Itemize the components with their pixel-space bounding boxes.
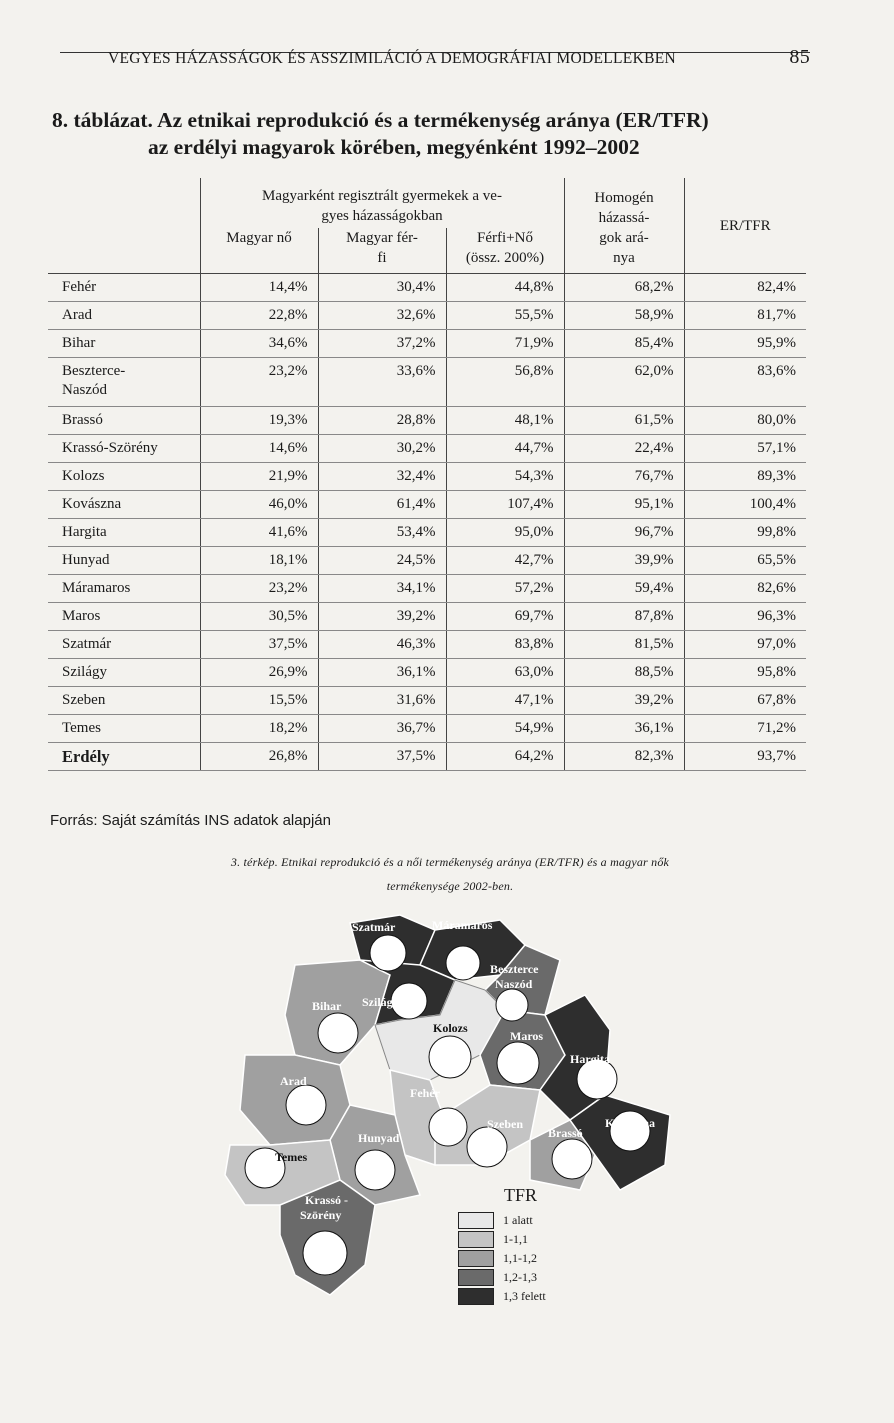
label-arad: Arad: [280, 1074, 307, 1088]
header-homogen-l4: nya: [613, 250, 635, 266]
cell-hom: 95,1%: [564, 491, 684, 519]
pie-maramaros: [446, 946, 480, 980]
cell-no: 21,9%: [200, 463, 318, 491]
group-header: [200, 178, 564, 228]
cell-er: 82,6%: [684, 575, 806, 603]
cell-ossz: 44,8%: [446, 274, 564, 302]
cell-ferfi: 61,4%: [318, 491, 446, 519]
cell-ossz: 54,3%: [446, 463, 564, 491]
label-krasso-2: Szörény: [300, 1208, 342, 1222]
cell-ferfi: 46,3%: [318, 631, 446, 659]
cell-hom: 87,8%: [564, 603, 684, 631]
header-homogen-l2: házassá-: [598, 210, 650, 226]
cell-ferfi: 30,2%: [318, 435, 446, 463]
county-name: [48, 302, 200, 330]
county-name-text: Maros: [62, 608, 101, 624]
header-magyar-no: Magyar nő: [200, 228, 318, 274]
header-homogen: [564, 178, 684, 274]
legend-label: 1,1-1,2: [503, 1251, 537, 1265]
label-bihar: Bihar: [312, 999, 342, 1013]
cell-ossz: 95,0%: [446, 519, 564, 547]
county-name: [48, 715, 200, 743]
header-empty-cell: [48, 178, 200, 274]
label-beszterce-1: Beszterce: [490, 962, 539, 976]
county-name: [48, 575, 200, 603]
legend-label: 1,3 felett: [503, 1289, 546, 1303]
label-kolozs: Kolozs: [433, 1021, 468, 1035]
legend-label: 1,2-1,3: [503, 1270, 537, 1284]
cell-ossz: 107,4%: [446, 491, 564, 519]
cell-hom: 85,4%: [564, 330, 684, 358]
pie-szeben: [467, 1127, 507, 1167]
county-name: [48, 435, 200, 463]
choropleth-map: [200, 905, 680, 1305]
table-row: [48, 407, 806, 435]
cell-ossz: 69,7%: [446, 603, 564, 631]
cell-no: 19,3%: [200, 407, 318, 435]
table-row: [48, 687, 806, 715]
legend-swatch: [458, 1288, 494, 1305]
county-name: [48, 631, 200, 659]
cell-er: 57,1%: [684, 435, 806, 463]
cell-no: 46,0%: [200, 491, 318, 519]
header-magyar-ferfi: [318, 228, 446, 274]
cell-no: 14,4%: [200, 274, 318, 302]
legend-label: 1 alatt: [503, 1213, 533, 1227]
cell-ossz: 64,2%: [446, 743, 564, 771]
cell-ferfi: 32,4%: [318, 463, 446, 491]
pie-hunyad: [355, 1150, 395, 1190]
cell-er: 95,8%: [684, 659, 806, 687]
cell-ossz: 42,7%: [446, 547, 564, 575]
table-row: [48, 547, 806, 575]
table-row: [48, 302, 806, 330]
table-row: [48, 274, 806, 302]
county-name-text: Arad: [62, 307, 92, 323]
cell-ossz: 63,0%: [446, 659, 564, 687]
cell-er: 71,2%: [684, 715, 806, 743]
running-title: VEGYES HÁZASSÁGOK ÉS ASSZIMILÁCIÓ A DEMOGRÁFIAI MODELLEKBEN: [108, 50, 676, 67]
cell-ossz: 47,1%: [446, 687, 564, 715]
cell-ossz: 57,2%: [446, 575, 564, 603]
county-name-text: Brassó: [62, 412, 103, 428]
table-header-row-1: [48, 178, 806, 228]
cell-er: 81,7%: [684, 302, 806, 330]
label-feher: Fehér: [410, 1086, 440, 1100]
county-name: [48, 603, 200, 631]
cell-no: 26,8%: [200, 743, 318, 771]
cell-hom: 39,2%: [564, 687, 684, 715]
county-name: [48, 358, 200, 407]
data-table: [48, 178, 806, 771]
county-name-text: Beszterce-: [62, 363, 126, 379]
county-name-text: Szilágy: [62, 664, 107, 680]
county-name-text: Fehér: [62, 279, 97, 295]
cell-ferfi: 53,4%: [318, 519, 446, 547]
label-brasso: Brassó: [548, 1126, 583, 1140]
cell-no: 23,2%: [200, 575, 318, 603]
table-row: [48, 743, 806, 771]
header-homogen-l1: Homogén: [594, 190, 654, 206]
label-beszterce-2: Naszód: [495, 977, 533, 991]
table-row: [48, 659, 806, 687]
county-name: [48, 463, 200, 491]
county-name: [48, 519, 200, 547]
page-number: 85: [789, 46, 810, 68]
county-name-text: Hunyad: [62, 552, 110, 568]
cell-no: 15,5%: [200, 687, 318, 715]
legend-label: 1-1,1: [503, 1232, 528, 1246]
table-row: [48, 463, 806, 491]
cell-ferfi: 33,6%: [318, 358, 446, 407]
cell-ossz: 56,8%: [446, 358, 564, 407]
header-ferfi-no-l1: Férfi+Nő: [477, 230, 533, 246]
county-name-text: Kovászna: [62, 496, 122, 512]
county-name: [48, 547, 200, 575]
label-szeben: Szeben: [487, 1117, 523, 1131]
cell-hom: 96,7%: [564, 519, 684, 547]
header-magyar-ferfi-l2: fi: [377, 250, 387, 266]
label-maros: Maros: [510, 1029, 544, 1043]
cell-er: 67,8%: [684, 687, 806, 715]
county-name-text: Szatmár: [62, 636, 112, 652]
legend-swatch: [458, 1212, 494, 1229]
cell-no: 18,2%: [200, 715, 318, 743]
cell-ferfi: 28,8%: [318, 407, 446, 435]
table-row: [48, 603, 806, 631]
cell-hom: 82,3%: [564, 743, 684, 771]
cell-hom: 22,4%: [564, 435, 684, 463]
table-caption: [52, 107, 832, 161]
table-caption-line1: 8. táblázat. Az etnikai reprodukció és a termékenység aránya (ER/TFR): [52, 108, 709, 132]
cell-ferfi: 32,6%: [318, 302, 446, 330]
pie-maros: [497, 1042, 539, 1084]
cell-no: 23,2%: [200, 358, 318, 407]
header-ferfi-no-l2: (össz. 200%): [465, 250, 545, 266]
cell-er: 100,4%: [684, 491, 806, 519]
cell-er: 82,4%: [684, 274, 806, 302]
pie-feher: [429, 1108, 467, 1146]
label-hargita: Hargita: [570, 1052, 610, 1066]
table-row: [48, 575, 806, 603]
pie-brasso: [552, 1139, 592, 1179]
group-header-line2: gyes házasságokban: [321, 208, 443, 224]
map-caption-line2: termékenysége 2002-ben.: [386, 879, 514, 893]
header-homogen-l3: gok ará-: [599, 230, 649, 246]
county-name: [48, 491, 200, 519]
cell-ossz: 55,5%: [446, 302, 564, 330]
legend-swatch: [458, 1250, 494, 1267]
cell-hom: 76,7%: [564, 463, 684, 491]
cell-no: 41,6%: [200, 519, 318, 547]
county-name-text: Máramaros: [62, 580, 131, 596]
cell-ferfi: 37,2%: [318, 330, 446, 358]
legend-swatch: [458, 1269, 494, 1286]
county-name-text: Szeben: [62, 692, 106, 708]
label-szatmar: Szatmár: [352, 920, 396, 934]
pie-bihar: [318, 1013, 358, 1053]
legend-swatch: [458, 1231, 494, 1248]
cell-hom: 62,0%: [564, 358, 684, 407]
table-body: [48, 274, 806, 771]
header-ertfr: ER/TFR: [684, 178, 806, 274]
cell-ferfi: 30,4%: [318, 274, 446, 302]
table-row: [48, 358, 806, 407]
cell-ossz: 54,9%: [446, 715, 564, 743]
group-header-line1: Magyarként regisztrált gyermekek a ve-: [262, 188, 502, 204]
county-name-text: Erdély: [62, 747, 110, 766]
table-caption-line2: az erdélyi magyarok körében, megyénként 1992–2002: [148, 135, 640, 159]
legend-title: TFR: [504, 1185, 538, 1205]
cell-er: 83,6%: [684, 358, 806, 407]
county-name-text: Hargita: [62, 524, 107, 540]
table-row: [48, 519, 806, 547]
label-kovaszna: Kovászna: [605, 1116, 656, 1130]
cell-no: 37,5%: [200, 631, 318, 659]
cell-er: 95,9%: [684, 330, 806, 358]
county-name: [48, 274, 200, 302]
cell-er: 93,7%: [684, 743, 806, 771]
pie-beszterce: [496, 989, 528, 1021]
county-name: [48, 659, 200, 687]
cell-ferfi: 31,6%: [318, 687, 446, 715]
cell-hom: 68,2%: [564, 274, 684, 302]
pie-krasso: [303, 1231, 347, 1275]
pie-szatmar: [370, 935, 406, 971]
cell-no: 34,6%: [200, 330, 318, 358]
cell-hom: 88,5%: [564, 659, 684, 687]
cell-hom: 58,9%: [564, 302, 684, 330]
county-name: [48, 407, 200, 435]
cell-hom: 36,1%: [564, 715, 684, 743]
map-caption-line1: 3. térkép. Etnikai reprodukció és a női termékenység aránya (ER/TFR) és a magyar nők: [230, 855, 670, 869]
county-name: [48, 330, 200, 358]
county-name: [48, 687, 200, 715]
cell-ferfi: 39,2%: [318, 603, 446, 631]
county-name-text: Temes: [62, 720, 101, 736]
header-ferfi-no: [446, 228, 564, 274]
table-row: [48, 715, 806, 743]
cell-hom: 39,9%: [564, 547, 684, 575]
cell-no: 14,6%: [200, 435, 318, 463]
map-caption: [150, 850, 750, 898]
pie-arad: [286, 1085, 326, 1125]
label-krasso-1: Krassó -: [305, 1193, 348, 1207]
cell-er: 96,3%: [684, 603, 806, 631]
county-name-text: Bihar: [62, 335, 96, 351]
cell-ossz: 83,8%: [446, 631, 564, 659]
cell-no: 26,9%: [200, 659, 318, 687]
pie-kolozs: [429, 1036, 471, 1078]
label-maramaros: Máramaros: [432, 918, 493, 932]
table-row: [48, 491, 806, 519]
cell-er: 65,5%: [684, 547, 806, 575]
cell-er: 80,0%: [684, 407, 806, 435]
label-szilagy: Szilágy: [362, 995, 399, 1009]
county-name-text-2: Naszód: [62, 382, 107, 398]
cell-no: 30,5%: [200, 603, 318, 631]
table-row: [48, 330, 806, 358]
cell-ferfi: 36,7%: [318, 715, 446, 743]
cell-er: 99,8%: [684, 519, 806, 547]
label-hunyad: Hunyad: [358, 1131, 400, 1145]
cell-hom: 61,5%: [564, 407, 684, 435]
county-name-text: Kolozs: [62, 468, 105, 484]
cell-ossz: 71,9%: [446, 330, 564, 358]
label-temes: Temes: [275, 1150, 308, 1164]
header-magyar-ferfi-l1: Magyar fér-: [346, 230, 418, 246]
county-name: [48, 743, 200, 771]
cell-hom: 81,5%: [564, 631, 684, 659]
cell-ferfi: 37,5%: [318, 743, 446, 771]
cell-hom: 59,4%: [564, 575, 684, 603]
table-row: [48, 631, 806, 659]
cell-no: 18,1%: [200, 547, 318, 575]
source-note: Forrás: Saját számítás INS adatok alapján: [50, 812, 331, 829]
running-header: [60, 46, 810, 68]
cell-ossz: 44,7%: [446, 435, 564, 463]
cell-er: 89,3%: [684, 463, 806, 491]
cell-ferfi: 34,1%: [318, 575, 446, 603]
cell-ferfi: 24,5%: [318, 547, 446, 575]
cell-ossz: 48,1%: [446, 407, 564, 435]
cell-ferfi: 36,1%: [318, 659, 446, 687]
table-row: [48, 435, 806, 463]
cell-er: 97,0%: [684, 631, 806, 659]
cell-no: 22,8%: [200, 302, 318, 330]
county-name-text: Krassó-Szörény: [62, 440, 158, 456]
